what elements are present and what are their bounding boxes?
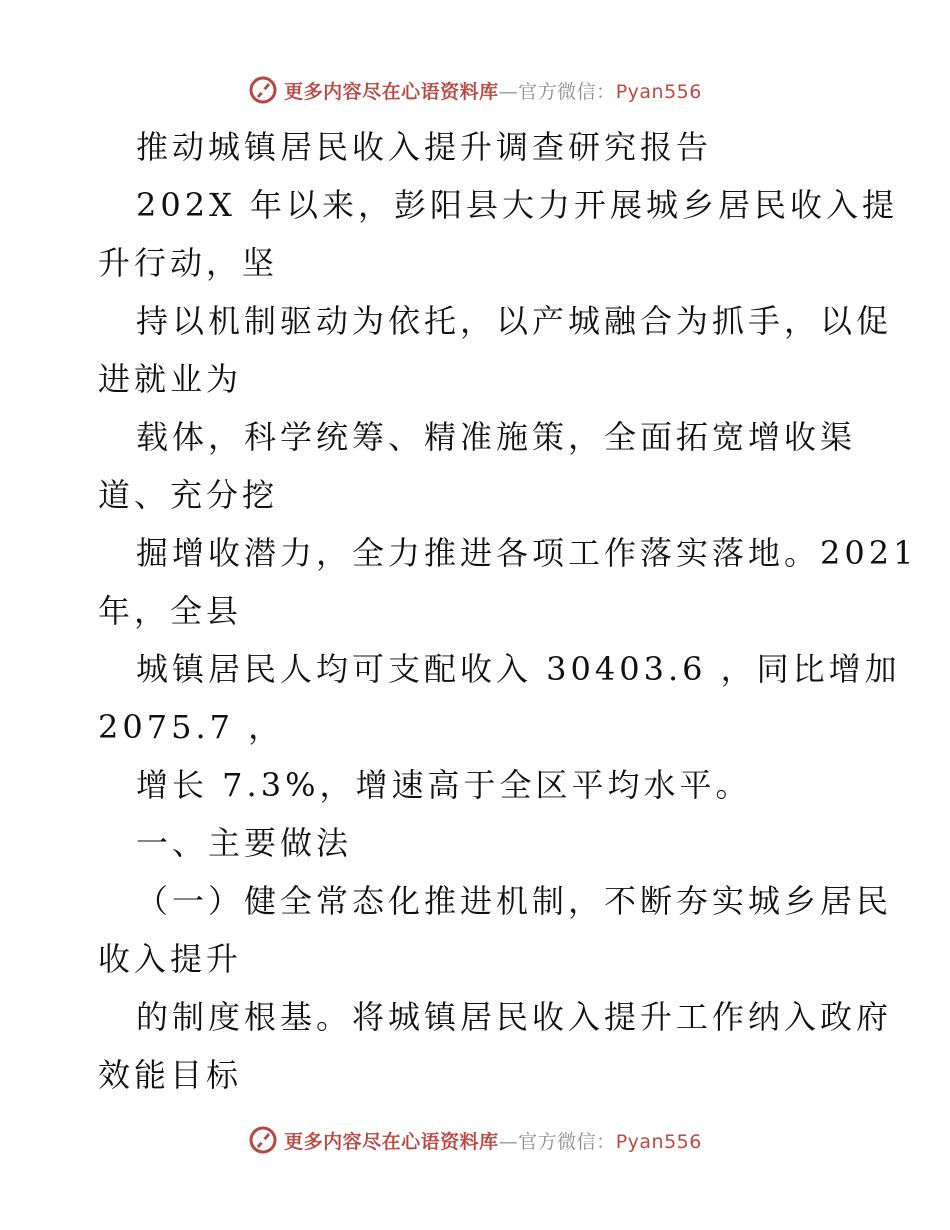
watermark-text [284, 77, 702, 104]
watermark-main-text: 更多内容尽在心语资料库 [284, 1130, 499, 1153]
paragraph-line: 持以机制驱动为依托，以产城融合为抓手，以促 [136, 302, 893, 340]
paragraph-line: 升行动，坚 [98, 244, 279, 282]
watermark-id: Pyan556 [615, 80, 702, 103]
paragraph-line: 城镇居民人均可支配收入 30403.6 ，同比增加 [136, 650, 901, 688]
subsection-heading-line: （一）健全常态化推进机制，不断夯实城乡居民 [136, 882, 893, 920]
section-heading: 一、主要做法 [136, 824, 353, 862]
paragraph-line: 收入提升 [98, 940, 243, 978]
paragraph-line: 202X 年以来，彭阳县大力开展城乡居民收入提 [136, 186, 899, 224]
paragraph-line: 年，全县 [98, 592, 243, 630]
watermark-banner [248, 1125, 702, 1155]
paragraph-line: 2075.7 ， [98, 708, 285, 746]
paragraph-line: 效能目标 [98, 1056, 243, 1094]
watermark-label: 官方微信： [518, 1130, 616, 1153]
paragraph-line: 进就业为 [98, 360, 243, 398]
watermark-banner [248, 75, 702, 105]
paragraph-line: 载体，科学统筹、精准施策，全面拓宽增收渠 [136, 418, 857, 456]
watermark-dash: — [498, 1130, 519, 1153]
paragraph-line: 道、充分挖 [98, 476, 279, 514]
watermark-dash: — [498, 80, 519, 103]
paragraph-line: 增长 7.3%，增速高于全区平均水平。 [136, 766, 752, 804]
watermark-label: 官方微信： [518, 80, 616, 103]
paragraph-line: 的制度根基。将城镇居民收入提升工作纳入政府 [136, 998, 893, 1036]
document-body [98, 118, 918, 1104]
header-watermark [0, 70, 950, 110]
document-title: 推动城镇居民收入提升调查研究报告 [136, 128, 713, 166]
watermark-id: Pyan556 [615, 1130, 702, 1153]
paragraph-line: 掘增收潜力，全力推进各项工作落实落地。2021 [136, 534, 918, 572]
quill-logo-icon [248, 1125, 278, 1155]
watermark-text [284, 1127, 702, 1154]
quill-logo-icon [248, 75, 278, 105]
watermark-main-text: 更多内容尽在心语资料库 [284, 80, 499, 103]
footer-watermark [0, 1120, 950, 1160]
